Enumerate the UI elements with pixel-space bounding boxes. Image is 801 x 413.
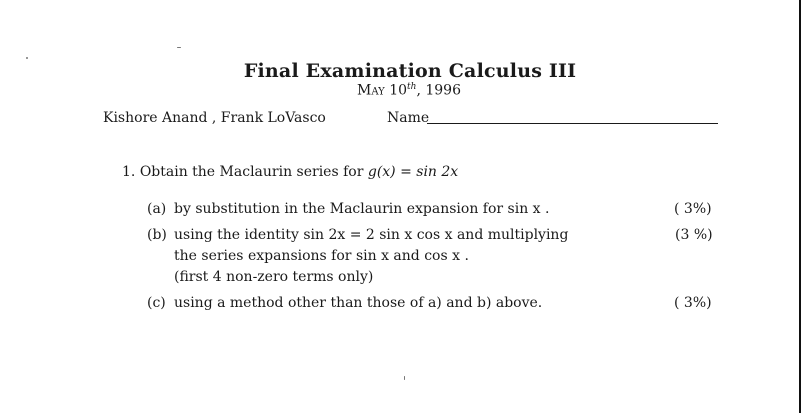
date-suffix: th [407, 82, 417, 92]
part-b-text-line2: the series expansions for sin x and cos x . [174, 248, 469, 264]
question-number: 1. [122, 164, 136, 180]
part-c-text: using a method other than those of a) and b) above. [174, 295, 543, 311]
part-b-text-line3: (first 4 non-zero terms only) [174, 269, 374, 285]
date-day: 10 [389, 82, 408, 99]
part-b-text-line1: using the identity sin 2x = 2 sin x cos x and multiplying [174, 227, 569, 243]
part-a-label: (a) [147, 201, 167, 217]
part-c-percent: ( 3%) [674, 295, 712, 311]
scan-speck [404, 376, 405, 380]
exam-title: Final Examination Calculus III [243, 60, 577, 82]
part-b-label: (b) [147, 227, 167, 243]
scan-speck [26, 57, 28, 59]
part-b-percent: (3 %) [675, 227, 713, 243]
question-math: g(x) = sin 2x [367, 164, 459, 180]
question-prompt [122, 164, 458, 180]
name-label: Name [387, 110, 430, 126]
exam-date [0, 82, 801, 99]
scan-speck [177, 47, 181, 48]
part-a-percent: ( 3%) [674, 201, 712, 217]
date-year: , 1996 [416, 82, 461, 99]
authors: Kishore Anand , Frank LoVasco [103, 110, 326, 126]
date-month: May [357, 82, 385, 99]
name-blank-line [427, 123, 718, 124]
part-c-label: (c) [147, 295, 166, 311]
question-text: Obtain the Maclaurin series for [139, 164, 368, 180]
part-a-text: by substitution in the Maclaurin expansion for sin x . [174, 201, 550, 217]
